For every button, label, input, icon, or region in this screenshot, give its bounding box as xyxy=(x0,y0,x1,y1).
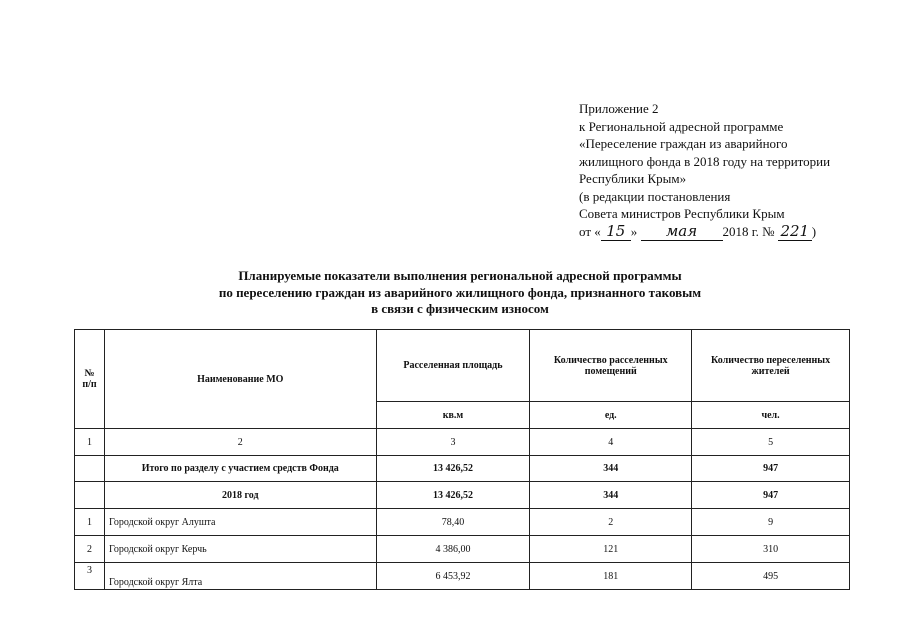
row-num: 2 xyxy=(75,536,105,563)
unit-residents: чел. xyxy=(692,402,850,429)
table-row xyxy=(75,563,850,590)
title-line-3: в связи с физическим износом xyxy=(371,301,549,316)
date-suffix: ) xyxy=(811,223,817,239)
row-residents: 310 xyxy=(692,536,850,563)
title-line-2: по переселению граждан из аварийного жилищного фонда, признанного таковым xyxy=(218,284,702,300)
appendix-line: (в редакции постановления xyxy=(579,188,731,204)
col-number: 3 xyxy=(376,429,530,456)
col-number: 1 xyxy=(75,429,105,456)
row-num: 1 xyxy=(75,509,105,536)
header-name: Наименование МО xyxy=(104,330,376,429)
total-fund-residents: 947 xyxy=(692,456,850,482)
row-residents: 9 xyxy=(692,509,850,536)
appendix-date-line xyxy=(579,223,899,242)
row-rooms: 181 xyxy=(530,563,692,590)
table-row xyxy=(75,536,850,563)
appendix-line: Приложение 2 xyxy=(579,101,659,116)
date-year: 2018 г. № xyxy=(722,223,775,239)
row-residents: 495 xyxy=(692,563,850,590)
table-row xyxy=(75,509,850,536)
year-total-label: 2018 год xyxy=(104,482,376,509)
appendix-line: Республики Крым» xyxy=(579,171,687,186)
handwritten-month: мая xyxy=(665,221,698,240)
col-number: 5 xyxy=(692,429,850,456)
total-fund-label: Итого по разделу с участием средств Фонда xyxy=(104,456,376,482)
row-name: Городской округ Алушта xyxy=(104,509,376,536)
unit-rooms: ед. xyxy=(530,402,692,429)
row-name: Городской округ Ялта xyxy=(104,563,376,590)
row-area: 6 453,92 xyxy=(376,563,530,590)
col-number: 2 xyxy=(104,429,376,456)
empty-cell xyxy=(75,482,105,509)
handwritten-day: 15 xyxy=(606,221,626,240)
date-prefix: от « xyxy=(579,223,601,239)
empty-cell xyxy=(75,456,105,482)
header-residents: Количество переселенных жителей xyxy=(692,330,850,402)
date-mid: » xyxy=(630,223,638,239)
header-rooms: Количество расселенных помещений xyxy=(530,330,692,402)
document-title xyxy=(150,268,770,318)
total-fund-rooms: 344 xyxy=(530,456,692,482)
row-rooms: 121 xyxy=(530,536,692,563)
col-number: 4 xyxy=(530,429,692,456)
total-fund-area: 13 426,52 xyxy=(376,456,530,482)
title-line-1: Планируемые показатели выполнения региональной адресной программы xyxy=(238,268,682,283)
row-area: 4 386,00 xyxy=(376,536,530,563)
year-total-row xyxy=(75,482,850,509)
year-total-residents: 947 xyxy=(692,482,850,509)
header-area: Расселенная площадь xyxy=(376,330,530,402)
row-num: 3 xyxy=(75,563,105,590)
column-number-row xyxy=(75,429,850,456)
appendix-line: Совета министров Республики Крым xyxy=(579,206,785,221)
row-name: Городской округ Керчь xyxy=(104,536,376,563)
appendix-header xyxy=(579,100,899,241)
header-num: № п/п xyxy=(75,330,105,429)
row-area: 78,40 xyxy=(376,509,530,536)
year-total-rooms: 344 xyxy=(530,482,692,509)
table-header-row xyxy=(75,330,850,402)
appendix-line: жилищного фонда в 2018 году на территории xyxy=(579,153,831,169)
indicators-table xyxy=(74,329,850,590)
unit-area: кв.м xyxy=(376,402,530,429)
appendix-line: к Региональной адресной программе xyxy=(579,118,784,134)
appendix-line: «Переселение граждан из аварийного xyxy=(579,136,788,151)
row-rooms: 2 xyxy=(530,509,692,536)
year-total-area: 13 426,52 xyxy=(376,482,530,509)
total-fund-row xyxy=(75,456,850,482)
handwritten-number: 221 xyxy=(780,221,810,240)
